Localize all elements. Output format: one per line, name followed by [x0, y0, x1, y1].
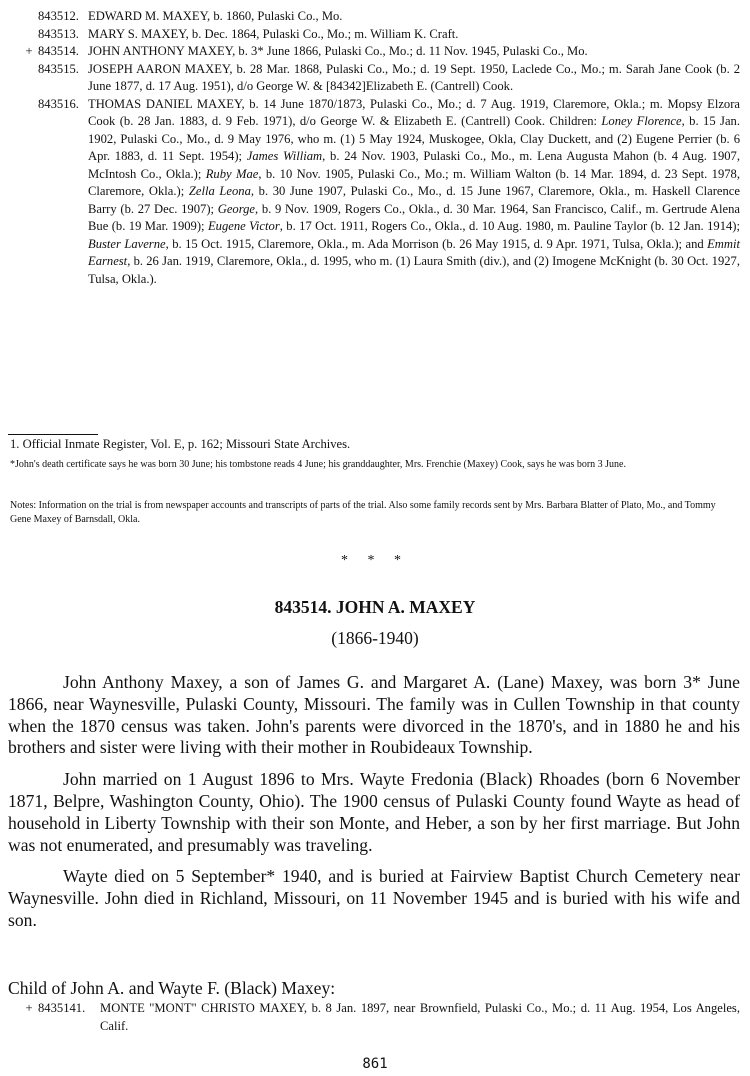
- entry-text: MONTE "MONT" CHRISTO MAXEY, b. 8 Jan. 1897, near Brownfield, Pulaski Co., Mo.; d. 11 Aug. 1954, Los Angeles, Calif.: [100, 1001, 740, 1033]
- child-name: George: [217, 201, 256, 216]
- child-name: James William: [246, 149, 323, 163]
- list-item: [20, 43, 740, 61]
- entry-number: 843513.: [38, 26, 79, 41]
- footnote-1: 1. Official Inmate Register, Vol. E, p. 162; Missouri State Archives.: [10, 437, 351, 451]
- entry-text-part: , b. 10 Nov. 1905, Pulaski Co., Mo.; m. William Walton (b. 14 Mar. 1894, d. 23 Sept. 1978, Claremore, Okla.);: [88, 166, 740, 198]
- section-heading: 843514. JOHN A. MAXEY: [274, 597, 476, 617]
- footnote-notes: Notes: Information on the trial is from newspaper accounts and transcripts of parts of the trial. Also some family records sent by Mrs. Barbara Blatter of Plato, Mo., and Tommy Gene Maxey of Barnsdall, Okla.: [10, 500, 716, 525]
- child-intro: Child of John A. and Wayte F. (Black) Maxey:: [8, 978, 336, 998]
- child-name: Eugene Victor: [207, 219, 280, 233]
- entry-text: EDWARD M. MAXEY, b. 1860, Pulaski Co., Mo.: [88, 9, 343, 23]
- entry-marker: [20, 96, 38, 289]
- list-item: [20, 8, 740, 26]
- entry-text-part: THOMAS DANIEL MAXEY, b. 14 June 1870/1873, Pulaski Co., Mo.; d. 7 Aug. 1919, Claremore, Okla.; m. Mopsy Elzora Cook (b. 28 Jan. 1883, d. 9 Feb. 1971), d/o George W. & Elizabeth E. (Cantrell) Cook. Children:: [88, 96, 740, 128]
- child-name: Emmit Earnest: [88, 236, 740, 268]
- body-paragraph: John Anthony Maxey, a son of James G. and Margaret A. (Lane) Maxey, was born 3* June 1866, near Waynesville, Pulaski County, Missouri. The family was in Cullen Township in that county when the 1870 census was taken. John's parents were divorced in the 1870's, and in 1880 he and his brothers and sister were living with their mother in Roubideaux Township.: [8, 672, 740, 758]
- entry-number: 843515.: [38, 61, 79, 76]
- list-item: [20, 61, 740, 96]
- entry-number: 843514.: [38, 44, 79, 58]
- body-paragraph: John married on 1 August 1896 to Mrs. Wayte Fredonia (Black) Rhoades (born 6 November 1871, Belpre, Washington County, Ohio). The 1900 census of Pulaski County found Wayte as head of household in Liberty Township with their son Monte, and Heber, a son by her first marriage. But John was not enumerated, and presumably was traveling.: [8, 769, 740, 855]
- entry-text-part: , b. 26 Jan. 1919, Claremore, Okla., d. 1995, who m. (1) Laura Smith (div.), and (2) Imogene McKnight (b. 30 Oct. 1927, Tulsa, Okla.).: [88, 254, 740, 286]
- entry-number: 843516.: [38, 96, 79, 111]
- child-name: Zella Leona: [188, 184, 251, 198]
- entry-marker: [20, 61, 38, 96]
- entry-text-part: , b. 24 Nov. 1903, Pulaski Co., Mo., m. Lena Augusta Mahon (b. 4 Aug. 1907, McIntosh Co., Okla.);: [88, 149, 740, 181]
- child-name: Buster Laverne: [88, 236, 166, 251]
- entry-marker: [20, 8, 38, 26]
- list-item: [20, 96, 740, 289]
- child-entry: [20, 1000, 740, 1035]
- entry-marker: +: [25, 1001, 33, 1015]
- entry-text-part: , b. 17 Oct. 1911, Rogers Co., Okla., d. 10 Aug. 1980, m. Pauline Taylor (b. 12 Jan. 1914);: [279, 219, 740, 233]
- genealogy-entries: [20, 8, 740, 288]
- entry-text-part: , b. 9 Nov. 1909, Rogers Co., Okla., d. 30 Mar. 1964, San Francisco, Calif., m. Gertrude Alena Bue (b. 19 Mar. 1909);: [88, 201, 740, 233]
- entry-text-part: , b. 15 Oct. 1915, Claremore, Okla., m. Ada Morrison (b. 26 May 1915, d. 9 Apr. 1971, Tulsa, Okla.); and: [165, 236, 708, 251]
- child-name: Loney Florence: [601, 114, 682, 128]
- entry-text-part: , b. 15 Jan. 1902, Pulaski Co., Mo., d. 9 May 1976, who m. (1) 5 May 1924, Muskogee, Okla, Clay Duckett, and (2) Eugene Perrier (b. 6 Apr. 1883, d. 11 Sept. 1954);: [88, 114, 740, 163]
- entry-marker: [20, 26, 38, 44]
- section-separator: * * *: [341, 553, 409, 568]
- footnote-divider: [8, 434, 98, 435]
- entry-text: JOSEPH AARON MAXEY, b. 28 Mar. 1868, Pulaski Co., Mo.; d. 19 Sept. 1950, Laclede Co., Mo.; m. Sarah Jane Cook (b. 2 June 1877, d. 17 Aug. 1951), d/o George W. & [84342]Elizabeth E. (Cantrell) Cook.: [88, 61, 740, 93]
- entry-marker: +: [25, 44, 33, 58]
- section-years: (1866-1940): [331, 628, 419, 648]
- entry-text: MARY S. MAXEY, b. Dec. 1864, Pulaski Co., Mo.; m. William K. Craft.: [88, 26, 459, 41]
- child-name: Ruby Mae: [205, 166, 259, 181]
- footnote-asterisk: *John's death certificate says he was born 30 June; his tombstone reads 4 June; his granddaughter, Mrs. Frenchie (Maxey) Cook, says he was born 3 June.: [10, 459, 626, 470]
- entry-text: JOHN ANTHONY MAXEY, b. 3* June 1866, Pulaski Co., Mo.; d. 11 Nov. 1945, Pulaski Co., Mo.: [88, 44, 588, 58]
- page-number: 861: [362, 1056, 388, 1072]
- entry-text: [88, 96, 740, 289]
- list-item: [20, 26, 740, 44]
- entry-number: 8435141.: [38, 1001, 86, 1015]
- section-body: [8, 672, 740, 942]
- entry-number: 843512.: [38, 9, 79, 23]
- entry-text-part: , b. 30 June 1907, Pulaski Co., Mo., d. 15 June 1967, Claremore, Okla., m. Haskell Clarence Barry (b. 27 Dec. 1907);: [88, 184, 740, 216]
- body-paragraph: Wayte died on 5 September* 1940, and is buried at Fairview Baptist Church Cemetery near Waynesville. John died in Richland, Missouri, on 11 November 1945 and is buried with his wife and son.: [8, 866, 740, 930]
